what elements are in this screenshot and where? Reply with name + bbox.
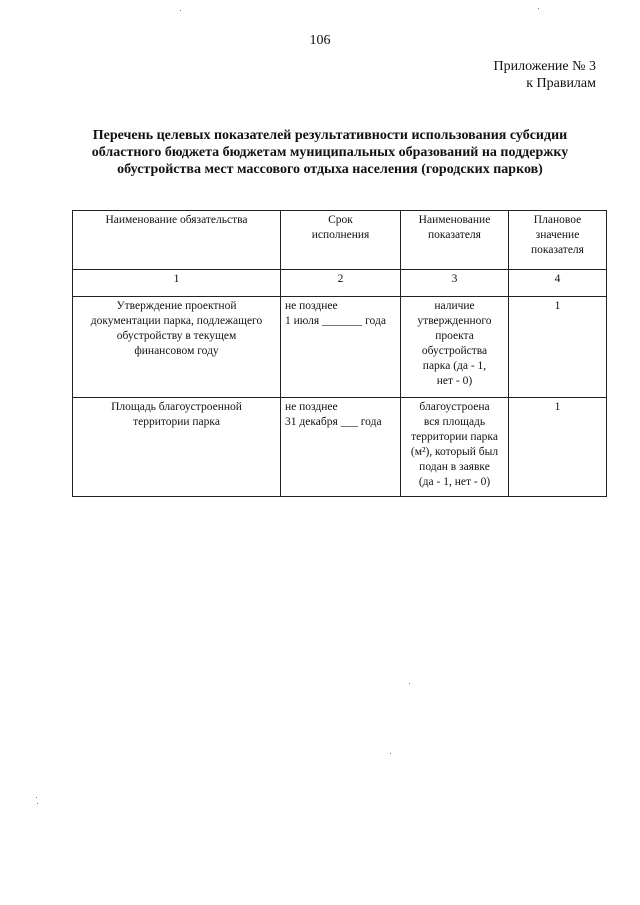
indicator-cell: наличие утвержденного проекта обустройства парка (да - 1, нет - 0) — [401, 297, 509, 398]
scan-speck — [37, 803, 38, 804]
scan-speck — [409, 683, 410, 684]
scan-speck — [180, 10, 181, 11]
appendix-note — [494, 58, 597, 92]
column-number: 4 — [509, 270, 607, 297]
page-number: 106 — [309, 33, 331, 48]
appendix-line-1: Приложение № 3 — [493, 59, 596, 74]
column-number: 1 — [73, 270, 281, 297]
table-header-row — [73, 211, 607, 270]
deadline-cell: не позднее 1 июля _______ года — [281, 297, 401, 398]
appendix-line-2: к Правилам — [526, 76, 596, 91]
deadline-cell: не позднее 31 декабря ___ года — [281, 398, 401, 497]
scan-speck — [538, 8, 539, 9]
indicator-cell: благоустроена вся площадь территории парка (м²), который был подан в заявке (да - 1, нет - 0) — [401, 398, 509, 497]
header-deadline: Срок исполнения — [281, 211, 401, 270]
column-number: 2 — [281, 270, 401, 297]
planned-value-cell: 1 — [509, 297, 607, 398]
header-indicator: Наименование показателя — [401, 211, 509, 270]
column-number: 3 — [401, 270, 509, 297]
obligation-cell: Утверждение проектной документации парка, подлежащего обустройству в текущем финансовом году — [73, 297, 281, 398]
indicators-table — [72, 210, 607, 497]
header-obligation: Наименование обязательства — [73, 211, 281, 270]
header-planned-value: Плановое значение показателя — [509, 211, 607, 270]
scan-speck — [36, 797, 37, 798]
table-row — [73, 297, 607, 398]
document-title: Перечень целевых показателей результативности использования субсидии областного бюджета бюджетам муниципальных образований на поддержку обустройства мест массового отдыха населения (городских парков) — [91, 128, 569, 177]
obligation-cell: Площадь благоустроенной территории парка — [73, 398, 281, 497]
table-row — [73, 398, 607, 497]
planned-value-cell: 1 — [509, 398, 607, 497]
scan-speck — [390, 753, 391, 754]
column-number-row — [73, 270, 607, 297]
